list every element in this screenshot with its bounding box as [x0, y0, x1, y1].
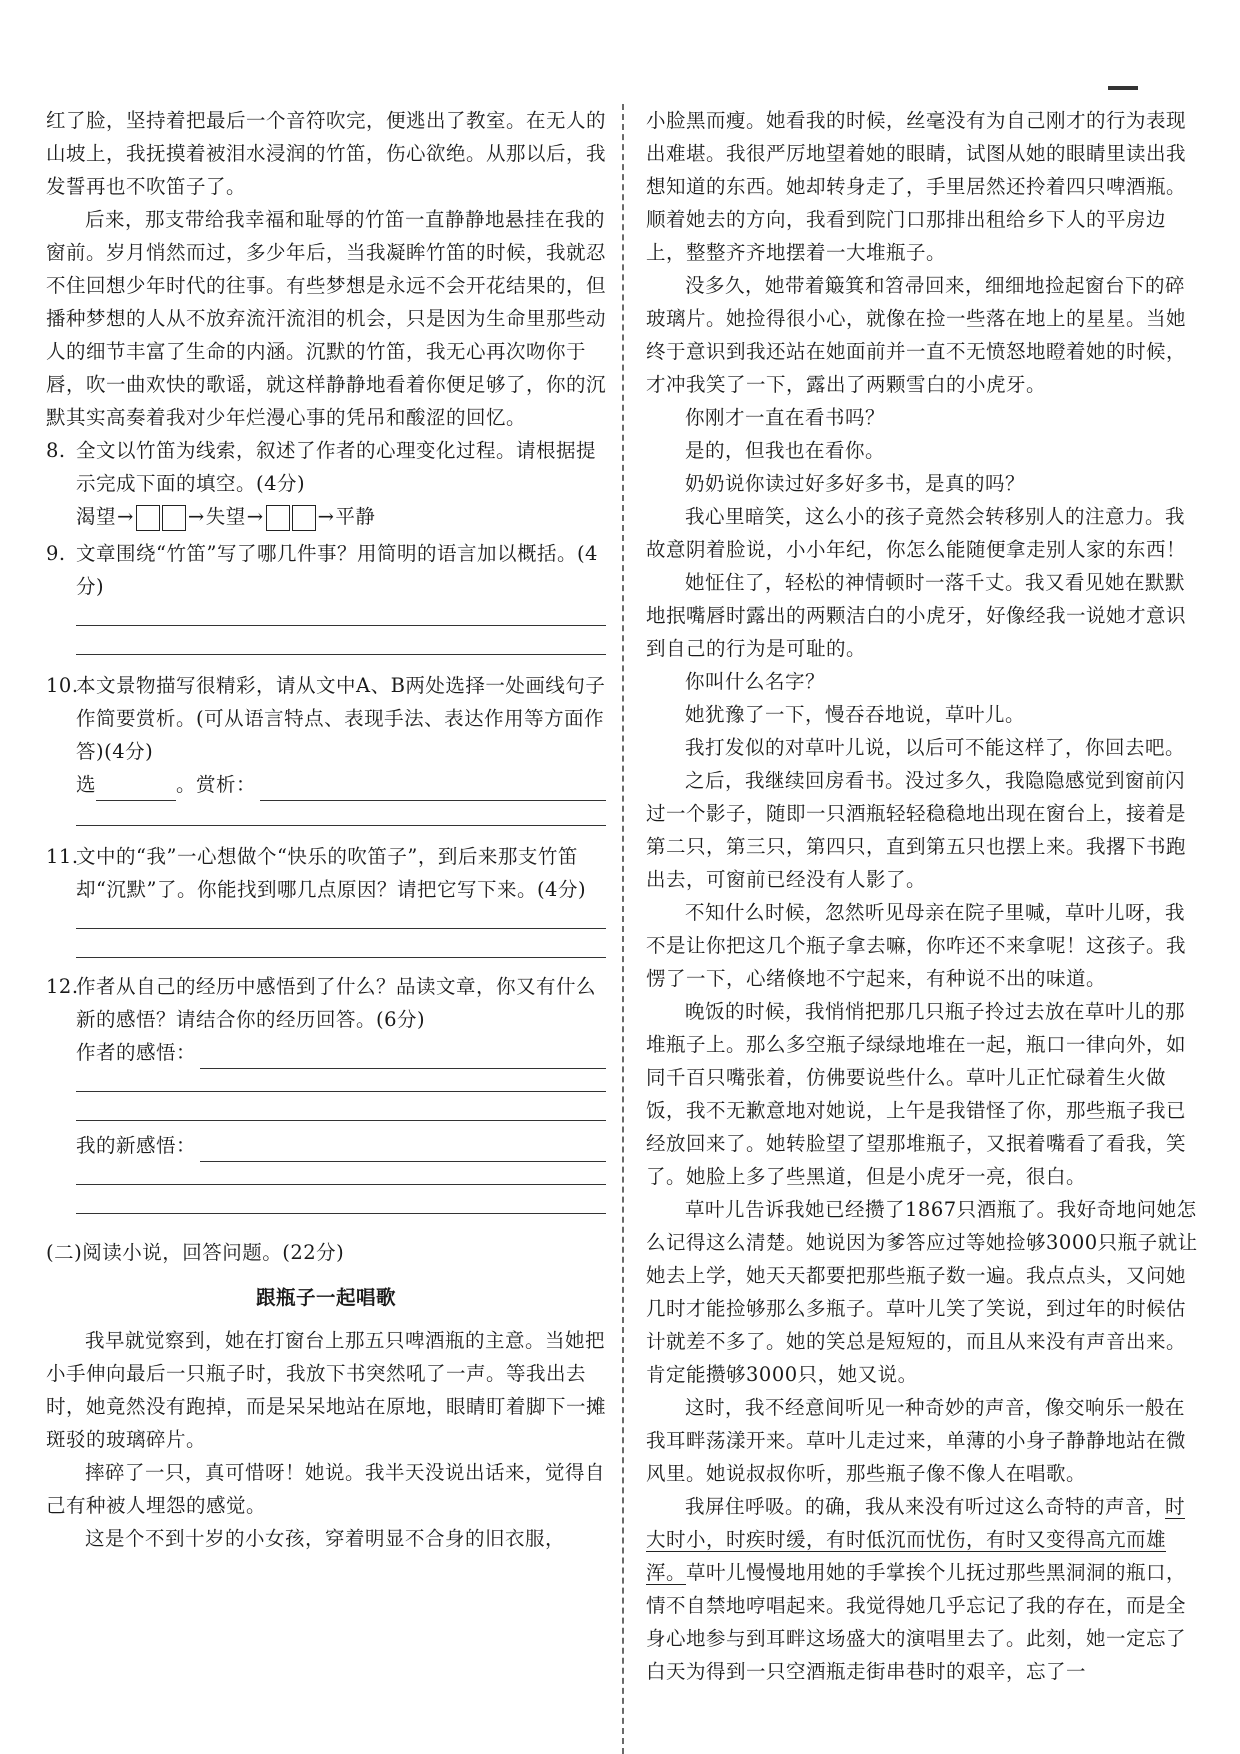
dialogue-line: 我打发似的对草叶儿说，以后可不能这样了，你回去吧。 [685, 736, 1186, 759]
dialogue-line: 她犹豫了一下，慢吞吞地说，草叶儿。 [685, 703, 1026, 726]
question-11: 11.文中的“我”一心想做个“快乐的吹笛子”，到后来那支竹笛却“沉默”了。你能找到哪几点原因？请把它写下来。(4分) [46, 845, 587, 901]
underlined-sentence: 时大时小，时疾时缓，有时低沉而忧伤，有时又变得高亢而雄浑。 [646, 1495, 1186, 1584]
scan-mark [1108, 86, 1138, 90]
story-paragraph: 不知什么时候，忽然听见母亲在院子里喊，草叶儿呀，我不是让你把这几个瓶子拿去嘛，你咋还不来拿呢！这孩子。我愣了一下，心绪倏地不宁起来，有种说不出的味道。 [646, 901, 1187, 990]
answer-line[interactable] [260, 776, 606, 801]
dialogue-line: 是的，但我也在看你。 [685, 439, 886, 462]
answer-line[interactable] [76, 825, 606, 826]
answer-line[interactable] [76, 625, 606, 626]
story-paragraph: 这时，我不经意间听见一种奇妙的声音，像交响乐一般在我耳畔荡漾开来。草叶儿走过来，单薄的小身子静静地站在微风里。她说叔叔你听，那些瓶子像不像人在唱歌。 [646, 1396, 1187, 1485]
answer-line[interactable] [76, 1184, 606, 1185]
question-12-author: 作者的感悟： [46, 1036, 606, 1069]
story-paragraph: 我屏住呼吸。的确，我从来没有听过这么奇特的声音，时大时小，时疾时缓，有时低沉而忧伤，有时又变得高亢而雄浑。草叶儿慢慢地用她的手掌挨个儿抚过那些黑洞洞的瓶口，情不自禁地哼唱起来。我觉得她几乎忘记了我的存在，而是全身心地参与到耳畔这场盛大的演唱里去了。此刻，她一定忘了白天为得到一只空酒瓶走街串巷时的艰辛，忘了一 [646, 1495, 1187, 1683]
question-8-chain: 渴望→ →失望→ →平静 [46, 500, 606, 533]
answer-line[interactable] [76, 928, 606, 929]
answer-box[interactable] [136, 505, 160, 531]
story-paragraph: 摔碎了一只，真可惜呀！她说。我半天没说出话来，觉得自己有种被人埋怨的感觉。 [46, 1461, 606, 1517]
answer-box[interactable] [292, 505, 316, 531]
story-title: 跟瓶子一起唱歌 [255, 1286, 396, 1309]
question-12-mine: 我的新感悟： [46, 1129, 606, 1162]
answer-box[interactable] [162, 505, 186, 531]
question-10: 10.本文景物描写很精彩，请从文中A、B两处选择一处画线句子作简要赏析。(可从语言特点、表现手法、表达作用等方面作答)(4分) [46, 674, 606, 763]
story-paragraph: 我心里暗笑，这么小的孩子竟然会转移别人的注意力。我故意阴着脸说，小小年纪，你怎么能随便拿走别人家的东西！ [646, 505, 1187, 561]
story-paragraph: 小脸黑而瘦。她看我的时候，丝毫没有为自己刚才的行为表现出难堪。我很严厉地望着她的眼睛，试图从她的眼睛里读出我想知道的东西。她却转身走了，手里居然还拎着四只啤酒瓶。顺着她去的方向，我看到院门口那排出租给乡下人的平房边上，整整齐齐地摆着一大堆瓶子。 [646, 109, 1187, 264]
section-heading: (二)阅读小说，回答问题。(22分) [46, 1241, 345, 1264]
story-paragraph: 我早就觉察到，她在打窗台上那五只啤酒瓶的主意。当她把小手伸向最后一只瓶子时，我放下书突然吼了一声。等我出去时，她竟然没有跑掉，而是呆呆地站在原地，眼睛盯着脚下一摊斑驳的玻璃碎片。 [46, 1329, 607, 1451]
left-column [46, 104, 606, 1555]
story-paragraph: 没多久，她带着簸箕和笤帚回来，细细地捡起窗台下的碎玻璃片。她捡得很小心，就像在捡一些落在地上的星星。当她终于意识到我还站在她面前并一直不无愤怒地瞪着她的时候，才冲我笑了一下，露出了两颗雪白的小虎牙。 [646, 274, 1187, 396]
story-paragraph: 她怔住了，轻松的神情顿时一落千丈。我又看见她在默默地抿嘴唇时露出的两颗洁白的小虎牙，好像经我一说她才意识到自己的行为是可耻的。 [646, 571, 1187, 660]
story-paragraph: 晚饭的时候，我悄悄把那几只瓶子拎过去放在草叶儿的那堆瓶子上。那么多空瓶子绿绿地堆在一起，瓶口一律向外，如同千百只嘴张着，仿佛要说些什么。草叶儿正忙碌着生火做饭，我不无歉意地对她说，上午是我错怪了你，那些瓶子我已经放回来了。她转脸望了望那堆瓶子，又抿着嘴看了看我，笑了。她脸上多了些黑道，但是小虎牙一亮，很白。 [646, 1000, 1187, 1188]
question-9: 9. 文章围绕“竹笛”写了哪几件事？用简明的语言加以概括。(4分) [46, 542, 598, 598]
answer-line[interactable] [76, 654, 606, 655]
story-paragraph: 之后，我继续回房看书。没过多久，我隐隐感觉到窗前闪过一个影子，随即一只酒瓶轻轻稳稳地出现在窗台上，接着是第二只，第三只，第四只，直到第五只也摆上来。我撂下书跑出去，可窗前已经没有人影了。 [646, 769, 1187, 891]
dialogue-line: 奶奶说你读过好多好多书，是真的吗？ [685, 472, 1026, 495]
question-8: 8. 全文以竹笛为线索，叙述了作者的心理变化过程。请根据提示完成下面的填空。(4分) [46, 439, 597, 495]
question-12: 12.作者从自己的经历中感悟到了什么？品读文章，你又有什么新的感悟？请结合你的经历回答。(6分) [46, 975, 597, 1031]
answer-line[interactable] [76, 1120, 606, 1121]
dialogue-line: 你叫什么名字？ [685, 670, 826, 693]
story-paragraph: 草叶儿告诉我她已经攒了1867只酒瓶了。我好奇地问她怎么记得这么清楚。她说因为爹答应过等她捡够3000只瓶子就让她去上学，她天天都要把那些瓶子数一遍。我点点头，又问她几时才能捡够那么多瓶子。草叶儿笑了笑说，到过年的时候估计就差不多了。她的笑总是短短的，而且从来没有声音出来。肯定能攒够3000只，她又说。 [646, 1198, 1198, 1386]
answer-line[interactable] [200, 1137, 606, 1162]
passage-paragraph: 红了脸，坚持着把最后一个音符吹完，便逃出了教室。在无人的山坡上，我抚摸着被泪水浸润的竹笛，伤心欲绝。从那以后，我发誓再也不吹笛子了。 [46, 109, 607, 198]
story-paragraph: 这是个不到十岁的小女孩，穿着明显不合身的旧衣服， [85, 1527, 566, 1550]
column-divider [622, 104, 624, 1754]
answer-box[interactable] [266, 505, 290, 531]
dialogue-line: 你刚才一直在看书吗？ [685, 406, 886, 429]
answer-line[interactable] [76, 1091, 606, 1092]
passage-paragraph: 后来，那支带给我幸福和耻辱的竹笛一直静静地悬挂在我的窗前。岁月悄然而过，多少年后，当我凝眸竹笛的时候，我就忍不住回想少年时代的往事。有些梦想是永远不会开花结果的，但播种梦想的人从不放弃流汗流泪的机会，只是因为生命里那些动人的细节丰富了生命的内涵。沉默的竹笛，我无心再次吻你于唇，吹一曲欢快的歌谣，就这样静静地看着你便足够了，你的沉默其实高奏着我对少年烂漫心事的凭吊和酸涩的回忆。 [46, 208, 607, 429]
answer-line[interactable] [76, 957, 606, 958]
select-blank[interactable] [96, 776, 176, 801]
answer-line[interactable] [76, 1213, 606, 1214]
question-10-fill: 选 。赏析： [46, 768, 606, 801]
answer-line[interactable] [200, 1044, 606, 1069]
right-column [646, 104, 1202, 1688]
